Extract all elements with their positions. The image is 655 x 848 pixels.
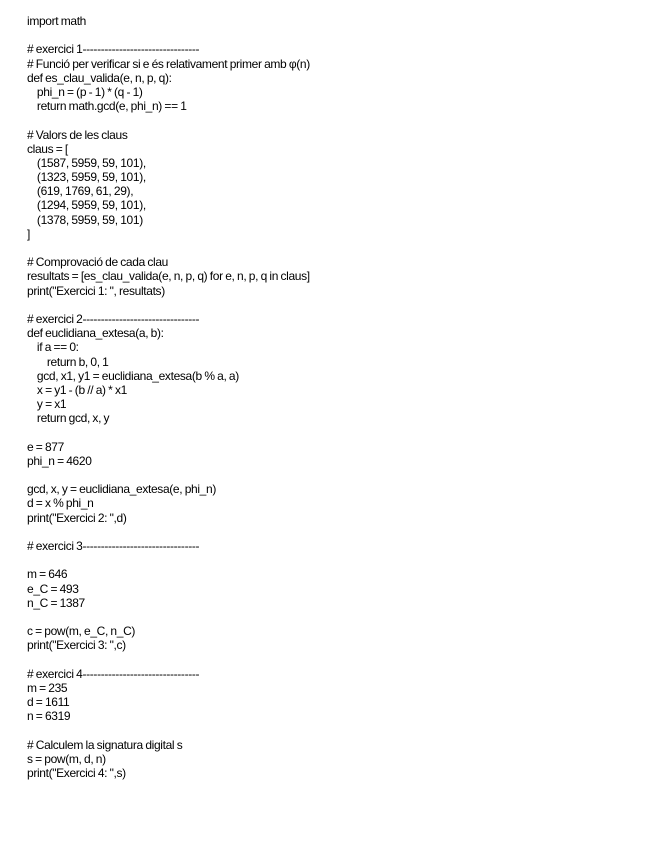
code-line: print("Exercici 2: ",d) [27,510,127,525]
code-line: d = 1611 [27,695,70,709]
blank-line [27,553,637,567]
blank-line [27,28,637,42]
code-line: def es_clau_valida(e, n, p, q): [27,70,172,85]
code-line: # exercici 2-------------------------------- [27,311,200,326]
blank-line [27,610,637,624]
code-line: (619, 1769, 61, 29), [27,184,134,199]
code-line: # exercici 1-------------------------------- [27,42,200,57]
blank-line [27,241,637,255]
code-line: # exercici 4-------------------------------- [27,666,200,681]
document-page [27,14,637,780]
blank-line [27,468,637,482]
blank-line [27,723,637,737]
code-line: print("Exercici 3: ",c) [27,638,126,653]
code-line: def euclidiana_extesa(a, b): [27,326,164,341]
code-line: # Calculem la signatura digital s [27,737,183,752]
code-line: x = y1 - (b // a) * x1 [27,382,127,397]
code-line: e = 877 [27,439,64,454]
code-line: return gcd, x, y [27,411,110,426]
code-line: n = 6319 [27,709,71,724]
code-line: print("Exercici 1: ", resultats) [27,283,165,298]
code-line: # Funció per verificar si e és relativament primer amb φ(n) [27,56,310,71]
blank-line [27,298,637,312]
code-line: e_C = 493 [27,581,79,596]
code-line: print("Exercici 4: ",s) [27,765,126,780]
code-line: (1378, 5959, 59, 101) [27,212,143,227]
code-line: m = 235 [27,680,68,695]
code-line: phi_n = (p - 1) * (q - 1) [27,84,143,99]
code-line: (1587, 5959, 59, 101), [27,155,146,170]
code-line: # exercici 3-------------------------------- [27,538,200,553]
code-line: return b, 0, 1 [27,354,109,369]
code-line: gcd, x, y = euclidiana_extesa(e, phi_n) [27,482,216,497]
blank-line [27,525,637,539]
code-line: import math [27,14,87,28]
blank-line [27,425,637,439]
code-line: y = x1 [27,397,67,412]
code-line: (1323, 5959, 59, 101), [27,170,146,185]
blank-line [27,652,637,666]
code-line: n_C = 1387 [27,595,85,610]
code-line: claus = [ [27,141,68,156]
code-line: # Comprovació de cada clau [27,255,168,270]
blank-line [27,113,637,127]
code-line: (1294, 5959, 59, 101), [27,198,146,213]
code-line: # Valors de les claus [27,127,128,142]
code-line: if a == 0: [27,340,79,355]
code-line: phi_n = 4620 [27,453,92,468]
code-line: ] [27,226,30,241]
code-line: d = x % phi_n [27,496,94,511]
code-line: c = pow(m, e_C, n_C) [27,624,136,639]
code-line: s = pow(m, d, n) [27,751,106,766]
code-line: resultats = [es_clau_valida(e, n, p, q) for e, n, p, q in claus] [27,269,310,284]
code-line: return math.gcd(e, phi_n) == 1 [27,99,187,114]
code-line: gcd, x1, y1 = euclidiana_extesa(b % a, a) [27,368,239,383]
code-line: m = 646 [27,567,68,582]
